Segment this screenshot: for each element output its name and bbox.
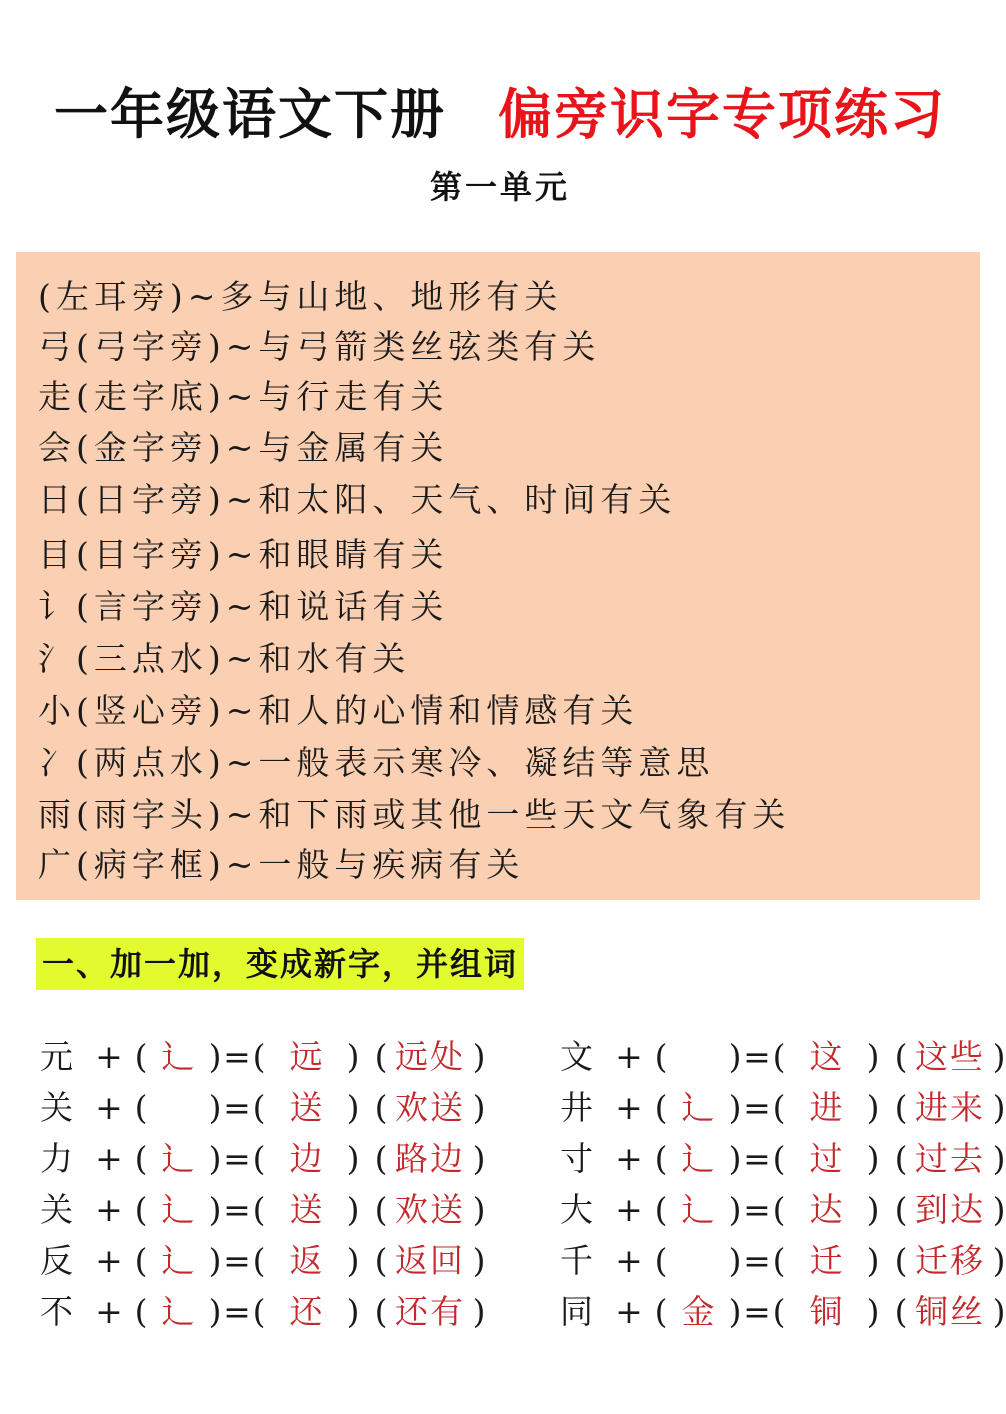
exercise-row [560, 1134, 1006, 1184]
close-paren: ) [472, 1292, 486, 1331]
close-paren: ) [208, 1241, 222, 1280]
radical-answer: 辶 [161, 1037, 195, 1076]
equals-sign: = [223, 1139, 251, 1178]
radical-rule: 小(竖心旁)~和人的心情和情感有关 [38, 691, 639, 730]
radical-answer: 辶 [161, 1190, 195, 1229]
open-paren: ( [772, 1190, 786, 1229]
close-paren: ) [866, 1292, 880, 1331]
open-paren: ( [134, 1292, 148, 1331]
close-paren: ) [992, 1139, 1006, 1178]
radical-rule: 日(日字旁)~和太阳、天气、时间有关 [38, 480, 677, 519]
open-paren: ( [654, 1241, 668, 1280]
base-character: 千 [560, 1241, 593, 1280]
open-paren: ( [252, 1037, 266, 1076]
equals-sign: = [743, 1292, 771, 1331]
close-paren: ) [208, 1190, 222, 1229]
word-answer: 到达 [915, 1190, 985, 1229]
close-paren: ) [728, 1037, 742, 1076]
open-paren: ( [134, 1190, 148, 1229]
base-character: 大 [560, 1190, 593, 1229]
open-paren: ( [772, 1292, 786, 1331]
exercise-row [560, 1032, 1006, 1082]
exercise-row [560, 1083, 1006, 1133]
close-paren: ) [472, 1139, 486, 1178]
close-paren: ) [992, 1292, 1006, 1331]
close-paren: ) [992, 1241, 1006, 1280]
exercise-row [560, 1185, 1006, 1235]
open-paren: ( [134, 1037, 148, 1076]
open-paren: ( [654, 1139, 668, 1178]
radical-rule: 讠(言字旁)~和说话有关 [38, 587, 449, 626]
close-paren: ) [728, 1190, 742, 1229]
new-character-answer: 边 [289, 1139, 323, 1178]
word-answer: 过去 [915, 1139, 985, 1178]
open-paren: ( [654, 1037, 668, 1076]
close-paren: ) [992, 1037, 1006, 1076]
close-paren: ) [472, 1088, 486, 1127]
new-character-answer: 迁 [809, 1241, 843, 1280]
page-title [0, 70, 1000, 150]
exercise-row [40, 1185, 486, 1235]
radical-rules-box [16, 252, 980, 900]
close-paren: ) [728, 1088, 742, 1127]
radical-answer: 金 [681, 1292, 715, 1331]
open-paren: ( [894, 1139, 908, 1178]
open-paren: ( [654, 1292, 668, 1331]
new-character-answer: 返 [289, 1241, 323, 1280]
word-answer: 还有 [395, 1292, 465, 1331]
open-paren: ( [894, 1037, 908, 1076]
open-paren: ( [252, 1139, 266, 1178]
exercise-row [40, 1134, 486, 1184]
word-answer: 返回 [395, 1241, 465, 1280]
word-answer: 远处 [395, 1037, 465, 1076]
radical-rule: 走(走字底)~与行走有关 [38, 377, 449, 416]
new-character-answer: 送 [289, 1088, 323, 1127]
word-answer: 路边 [395, 1139, 465, 1178]
equals-sign: = [743, 1139, 771, 1178]
open-paren: ( [134, 1241, 148, 1280]
close-paren: ) [866, 1037, 880, 1076]
base-character: 关 [40, 1190, 73, 1229]
open-paren: ( [772, 1037, 786, 1076]
exercise-row [40, 1287, 486, 1337]
open-paren: ( [134, 1088, 148, 1127]
close-paren: ) [208, 1088, 222, 1127]
open-paren: ( [772, 1139, 786, 1178]
close-paren: ) [346, 1088, 360, 1127]
close-paren: ) [346, 1037, 360, 1076]
base-character: 反 [40, 1241, 73, 1280]
close-paren: ) [208, 1139, 222, 1178]
title-grade: 一年级语文下册 [54, 82, 446, 146]
open-paren: ( [252, 1088, 266, 1127]
new-character-answer: 过 [809, 1139, 843, 1178]
radical-answer: 辶 [161, 1139, 195, 1178]
equals-sign: = [223, 1088, 251, 1127]
plus-sign: + [95, 1088, 123, 1127]
plus-sign: + [615, 1037, 643, 1076]
close-paren: ) [866, 1190, 880, 1229]
plus-sign: + [615, 1292, 643, 1331]
unit-subtitle: 第一单元 [429, 168, 570, 206]
open-paren: ( [374, 1088, 388, 1127]
exercise-row [40, 1032, 486, 1082]
radical-rule: 冫(两点水)~一般表示寒冷、凝结等意思 [38, 743, 715, 782]
open-paren: ( [252, 1190, 266, 1229]
plus-sign: + [95, 1241, 123, 1280]
close-paren: ) [866, 1139, 880, 1178]
word-answer: 迁移 [915, 1241, 985, 1280]
open-paren: ( [134, 1139, 148, 1178]
close-paren: ) [728, 1292, 742, 1331]
word-answer: 欢送 [395, 1190, 465, 1229]
base-character: 关 [40, 1088, 73, 1127]
plus-sign: + [95, 1190, 123, 1229]
radical-rule: 雨(雨字头)~和下雨或其他一些天文气象有关 [38, 795, 791, 834]
open-paren: ( [772, 1088, 786, 1127]
close-paren: ) [992, 1088, 1006, 1127]
exercise-row [40, 1236, 486, 1286]
close-paren: ) [472, 1241, 486, 1280]
close-paren: ) [208, 1037, 222, 1076]
exercise-row [40, 1083, 486, 1133]
word-answer: 铜丝 [915, 1292, 985, 1331]
radical-answer: 辶 [681, 1139, 715, 1178]
title-topic: 偏旁识字专项练习 [498, 82, 946, 146]
plus-sign: + [615, 1190, 643, 1229]
radical-answer: 辶 [681, 1088, 715, 1127]
base-character: 寸 [560, 1139, 593, 1178]
base-character: 元 [40, 1037, 73, 1076]
plus-sign: + [615, 1139, 643, 1178]
equals-sign: = [223, 1292, 251, 1331]
close-paren: ) [866, 1241, 880, 1280]
radical-rule: 目(目字旁)~和眼睛有关 [38, 535, 449, 574]
radical-answer: 辶 [681, 1190, 715, 1229]
radical-rule: 弓(弓字旁)~与弓箭类丝弦类有关 [38, 327, 601, 366]
open-paren: ( [252, 1292, 266, 1331]
open-paren: ( [894, 1241, 908, 1280]
close-paren: ) [208, 1292, 222, 1331]
close-paren: ) [866, 1088, 880, 1127]
radical-answer: 辶 [161, 1292, 195, 1331]
open-paren: ( [374, 1292, 388, 1331]
close-paren: ) [472, 1037, 486, 1076]
plus-sign: + [95, 1292, 123, 1331]
open-paren: ( [374, 1190, 388, 1229]
equals-sign: = [223, 1190, 251, 1229]
radical-answer: 辶 [161, 1241, 195, 1280]
equals-sign: = [743, 1241, 771, 1280]
word-answer: 进来 [915, 1088, 985, 1127]
new-character-answer: 还 [289, 1292, 323, 1331]
base-character: 同 [560, 1292, 593, 1331]
equals-sign: = [743, 1088, 771, 1127]
plus-sign: + [95, 1037, 123, 1076]
close-paren: ) [346, 1292, 360, 1331]
base-character: 力 [40, 1139, 73, 1178]
radical-rule: 广(病字框)~一般与疾病有关 [38, 845, 525, 884]
new-character-answer: 达 [809, 1190, 843, 1229]
equals-sign: = [743, 1190, 771, 1229]
equals-sign: = [223, 1241, 251, 1280]
new-character-answer: 送 [289, 1190, 323, 1229]
equals-sign: = [223, 1037, 251, 1076]
base-character: 不 [40, 1292, 73, 1331]
close-paren: ) [992, 1190, 1006, 1229]
radical-rule: (左耳旁)~多与山地、地形有关 [38, 277, 563, 316]
close-paren: ) [728, 1139, 742, 1178]
base-character: 井 [560, 1088, 593, 1127]
open-paren: ( [894, 1292, 908, 1331]
exercise-row [560, 1287, 1006, 1337]
open-paren: ( [654, 1088, 668, 1127]
exercise-heading: 一、加一加，变成新字，并组词 [36, 938, 524, 990]
radical-rule: 会(金字旁)~与金属有关 [38, 428, 449, 467]
new-character-answer: 这 [809, 1037, 843, 1076]
open-paren: ( [374, 1037, 388, 1076]
new-character-answer: 远 [289, 1037, 323, 1076]
plus-sign: + [615, 1088, 643, 1127]
open-paren: ( [374, 1139, 388, 1178]
close-paren: ) [728, 1241, 742, 1280]
open-paren: ( [894, 1088, 908, 1127]
open-paren: ( [894, 1190, 908, 1229]
plus-sign: + [95, 1139, 123, 1178]
new-character-answer: 进 [809, 1088, 843, 1127]
new-character-answer: 铜 [809, 1292, 843, 1331]
close-paren: ) [346, 1190, 360, 1229]
word-answer: 这些 [915, 1037, 985, 1076]
plus-sign: + [615, 1241, 643, 1280]
open-paren: ( [374, 1241, 388, 1280]
word-answer: 欢送 [395, 1088, 465, 1127]
equals-sign: = [743, 1037, 771, 1076]
close-paren: ) [346, 1241, 360, 1280]
open-paren: ( [772, 1241, 786, 1280]
open-paren: ( [252, 1241, 266, 1280]
radical-rule: 氵(三点水)~和水有关 [38, 639, 411, 678]
close-paren: ) [472, 1190, 486, 1229]
exercise-row [560, 1236, 1006, 1286]
open-paren: ( [654, 1190, 668, 1229]
base-character: 文 [560, 1037, 593, 1076]
close-paren: ) [346, 1139, 360, 1178]
